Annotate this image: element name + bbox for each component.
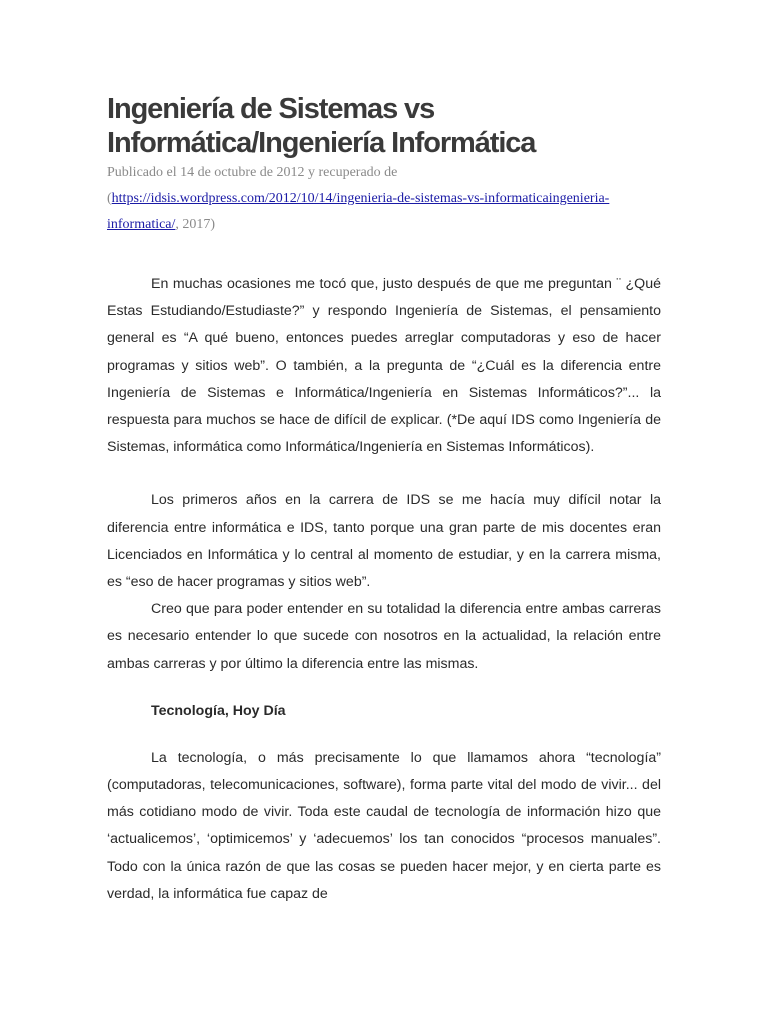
spacer (107, 461, 661, 487)
paragraph-first-years: Los primeros años en la carrera de IDS se me hacía muy difícil notar la diferencia entre informática e IDS, tanto porque una gran parte de mis docentes eran Licenciados en Informática y lo central al momento de estudiar, y en la carrera misma, es “eso de hacer programas y sitios web”. (107, 492, 661, 591)
publication-prefix: Publicado el 14 de octubre de 2012 y recuperado de ( (107, 165, 398, 206)
source-link[interactable]: https://idsis.wordpress.com/2012/10/14/ingenieria-de-sistemas-vs-informaticaingenieria-informatica/ (107, 191, 610, 232)
spacer (107, 725, 661, 745)
paragraph-understanding: Creo que para poder entender en su totalidad la diferencia entre ambas carreras es necesario entender lo que sucede con nosotros en la actualidad, la relación entre ambas carreras y por último la diferencia entre las mismas. (107, 601, 661, 672)
publication-info (107, 160, 661, 238)
section-heading: Tecnología, Hoy Día (151, 702, 286, 719)
article-title: Ingeniería de Sistemas vs Informática/Ingeniería Informática (107, 93, 536, 159)
document-page (107, 92, 661, 908)
spacer (107, 238, 661, 271)
publication-suffix: , 2017) (175, 217, 216, 232)
spacer (107, 678, 661, 698)
paragraph-technology: La tecnología, o más precisamente lo que llamamos ahora “tecnología” (computadoras, telecomunicaciones, software), forma parte vital del modo de vivir... del más cotidiano modo de vivir. Toda este caudal de tecnología de información hizo que ‘actualicemos’, ‘optimicemos’ y ‘adecuemos’ los tan conocidos “procesos manuales”. Todo con la única razón de que las cosas se pueden hacer mejor, y en cierta parte es verdad, la informática fue capaz de (107, 749, 661, 902)
paragraph-intro: En muchas ocasiones me tocó que, justo después de que me preguntan ¨ ¿Qué Estas Estudiando/Estudiaste?” y respondo Ingeniería de Sistemas, el pensamiento general es “A qué bueno, entonces puedes arreglar computadoras y eso de hacer programas y sitios web”. O también, a la pregunta de “¿Cuál es la diferencia entre Ingeniería de Sistemas e Informática/Ingeniería en Sistemas Informáticos?”... la respuesta para muchos se hace de difícil de explicar. (*De aquí IDS como Ingeniería de Sistemas, informática como Informática/Ingeniería en Sistemas Informáticos). (107, 276, 661, 456)
